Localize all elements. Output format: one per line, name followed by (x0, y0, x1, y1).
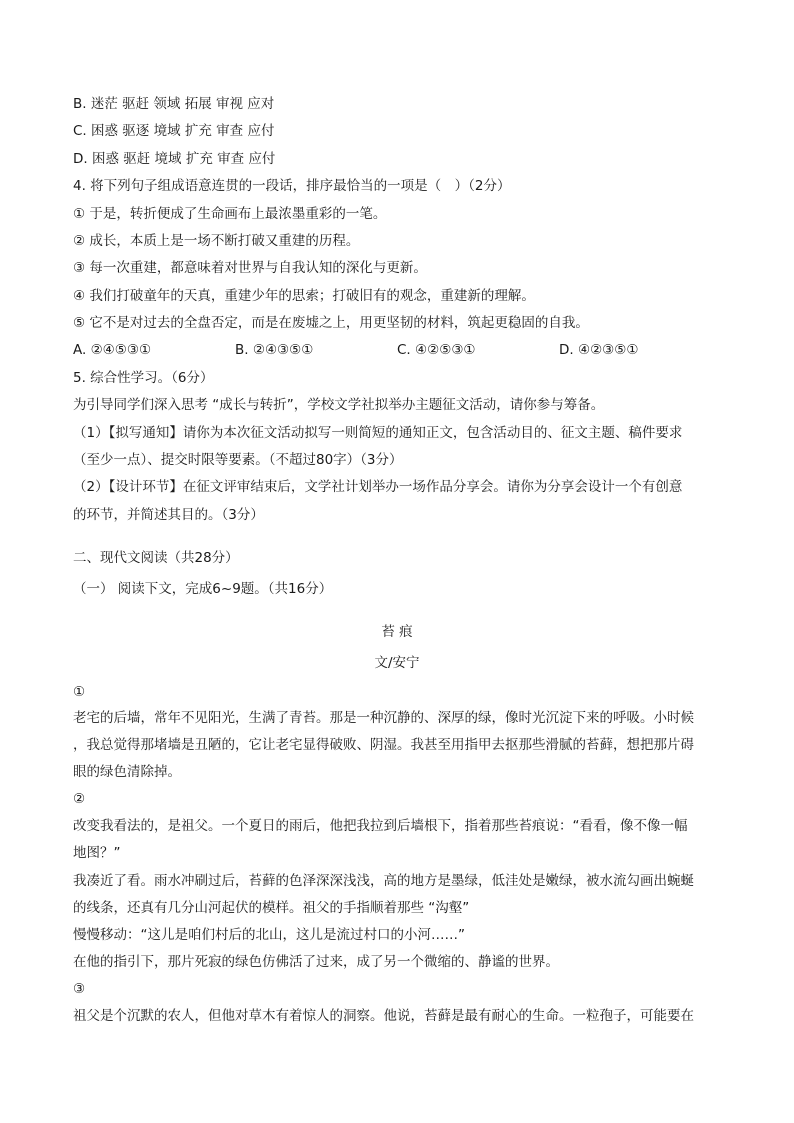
q5-stem: 5. 综合性学习。（6分） (73, 370, 214, 386)
q4-sentence-1: ① 于是，转折便成了生命画布上最浓墨重彩的一笔。 (73, 206, 387, 222)
q3-option-d: D. 困惑 驱赶 境域 扩充 审查 应付 (73, 151, 276, 167)
article-p2-line4: 的线条，还真有几分山河起伏的模样。祖父的手指顺着那些 “沟壑” (73, 900, 470, 916)
article-p1-line2: ，我总觉得那堵墙是丑陋的，它让老宅显得破败、阴湿。我甚至用指甲去抠那些滑腻的苔藓，想把那片碍 (73, 737, 694, 753)
q5-intro: 为引导同学们深入思考 “成长与转折”，学校文学社拟举办主题征文活动，请你参与筹备。 (73, 397, 605, 413)
article-p2-line2: 地图？” (73, 845, 121, 861)
article-p2-line1: 改变我看法的，是祖父。一个夏日的雨后，他把我拉到后墙根下，指着那些苔痕说：“看看，像不像一幅 (73, 818, 688, 834)
q4-sentence-5: ⑤ 它不是对过去的全盘否定，而是在废墟之上，用更坚韧的材料，筑起更稳固的自我。 (73, 315, 589, 331)
article-author: 文/安宁 (374, 655, 420, 671)
reading-part-heading: （一） 阅读下文，完成6~9题。（共16分） (73, 581, 333, 597)
paragraph-marker-3: ③ (73, 981, 86, 997)
q4-sentence-2: ② 成长，本质上是一场不断打破又重建的历程。 (73, 233, 360, 249)
paragraph-marker-1: ① (73, 684, 86, 700)
q4-sentence-3: ③ 每一次重建，都意味着对世界与自我认知的深化与更新。 (73, 260, 427, 276)
q3-option-c: C. 困惑 驱逐 境域 扩充 审查 应付 (73, 123, 275, 139)
q3-option-b: B. 迷茫 驱赶 领域 拓展 审视 应对 (73, 96, 275, 112)
q5-sub2-line1: （2）【设计环节】在征文评审结束后，文学社计划举办一场作品分享会。请你为分享会设计一个有创意 (73, 479, 683, 495)
article-p2-line5: 慢慢移动：“这儿是咱们村后的北山，这儿是流过村口的小河……” (73, 927, 465, 943)
article-p3-line1: 祖父是个沉默的农人，但他对草木有着惊人的洞察。他说，苔藓是最有耐心的生命。一粒孢子，可能要在 (73, 1008, 694, 1024)
paragraph-marker-2: ② (73, 791, 86, 807)
q4-option-a: A. ②④⑤③① (73, 342, 152, 358)
article-p2-line3: 我凑近了看。雨水冲刷过后，苔藓的色泽深深浅浅，高的地方是墨绿，低洼处是嫩绿，被水流勾画出蜿蜒 (73, 873, 694, 889)
q5-sub1-line1: （1）【拟写通知】请你为本次征文活动拟写一则简短的通知正文，包含活动目的、征文主题、稿件要求 (73, 425, 683, 441)
q5-sub1-line2: （至少一点）、提交时限等要素。（不超过80字）（3分） (73, 452, 403, 468)
article-p1-line1: 老宅的后墙，常年不见阳光，生满了青苔。那是一种沉静的、深厚的绿，像时光沉淀下来的呼吸。小时候 (73, 710, 694, 726)
article-title: 苔 痕 (381, 624, 413, 640)
article-p2-line6: 在他的指引下，那片死寂的绿色仿佛活了过来，成了另一个微缩的、静谧的世界。 (73, 954, 559, 970)
q4-option-d: D. ④②③⑤① (559, 342, 639, 358)
section-heading: 二、现代文阅读（共28分） (73, 550, 239, 566)
q5-sub2-line2: 的环节，并简述其目的。（3分） (73, 507, 264, 523)
q4-stem: 4. 将下列句子组成语意连贯的一段话，排序最恰当的一项是（ ）（2分） (73, 178, 511, 194)
q4-option-c: C. ④②⑤③① (397, 342, 476, 358)
q4-option-b: B. ②④③⑤① (235, 342, 314, 358)
article-p1-line3: 眼的绿色清除掉。 (73, 764, 181, 780)
q4-sentence-4: ④ 我们打破童年的天真，重建少年的思索；打破旧有的观念，重建新的理解。 (73, 288, 535, 304)
